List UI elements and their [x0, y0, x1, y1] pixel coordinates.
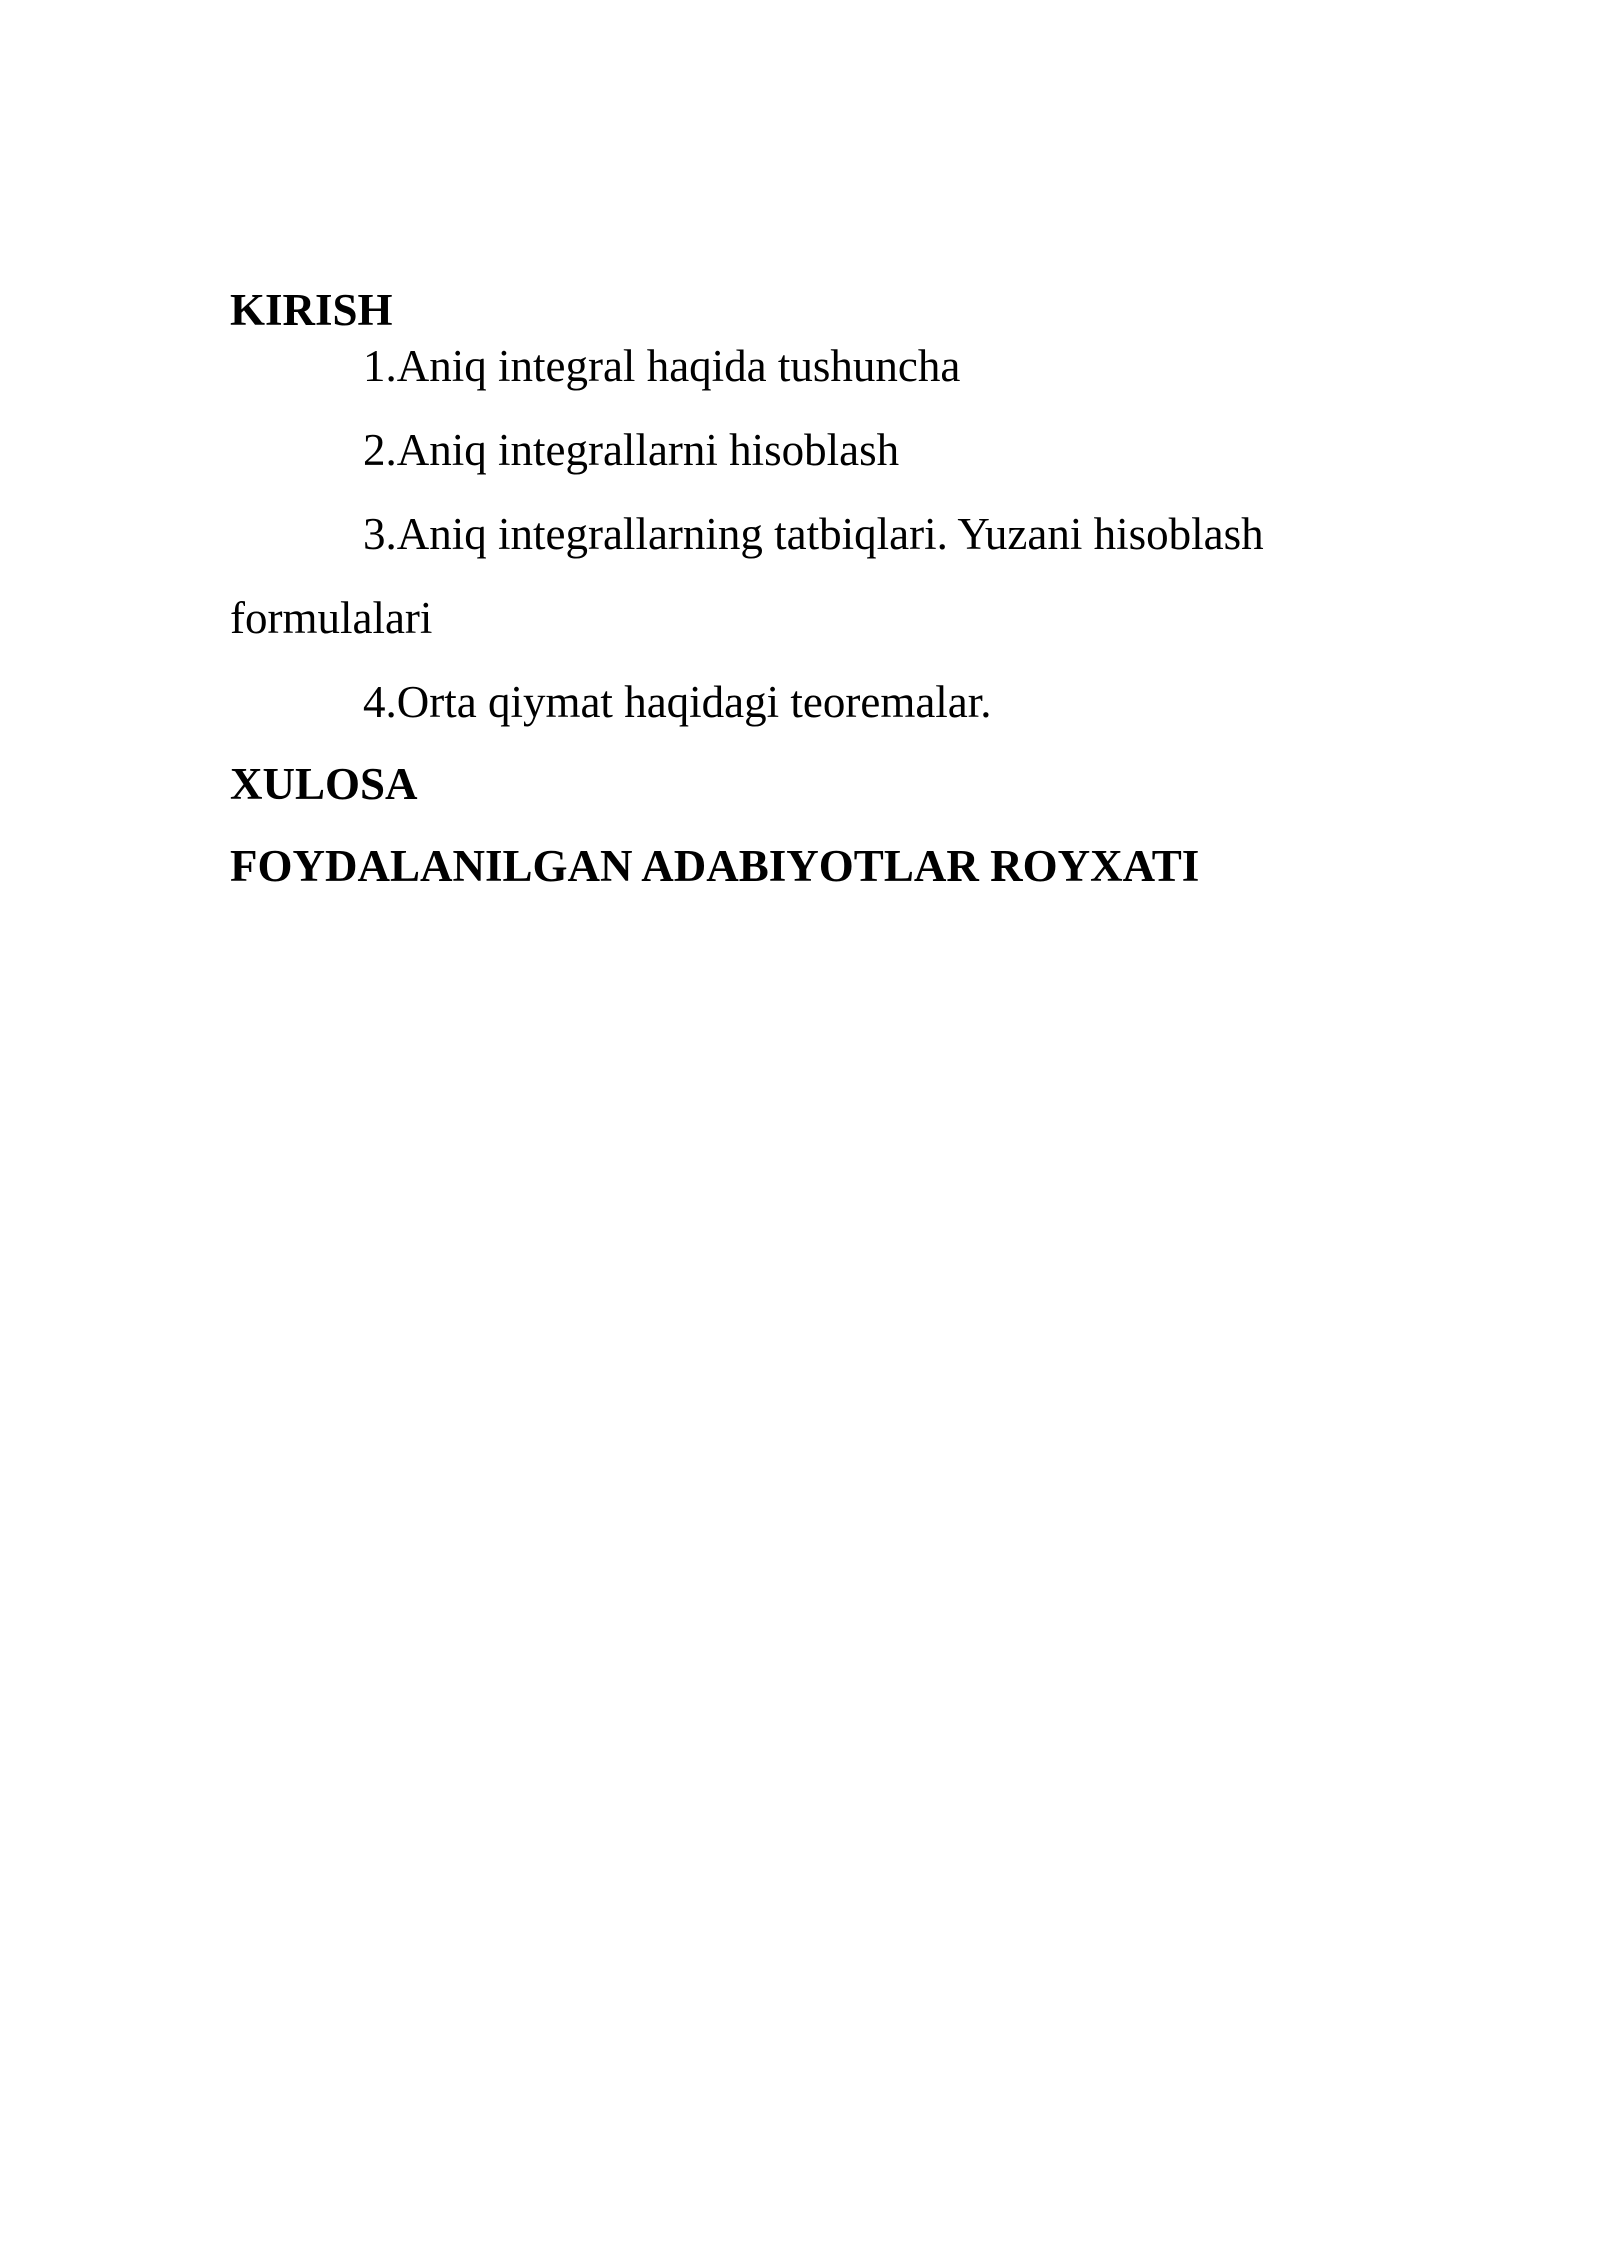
heading-xulosa: XULOSA: [230, 759, 418, 809]
toc-item-2: 2.Aniq integrallarni hisoblash: [363, 425, 900, 475]
toc-item-1: 1.Aniq integral haqida tushuncha: [363, 341, 961, 391]
heading-references: FOYDALANILGAN ADABIYOTLAR ROYXATI: [230, 841, 1200, 891]
toc-item-4: 4.Orta qiymat haqidagi teoremalar.: [363, 677, 992, 727]
toc-item-3: 3.Aniq integrallarning tatbiqlari. Yuzani hisoblash: [363, 509, 1264, 559]
table-of-contents: [230, 282, 1380, 894]
heading-kirish: KIRISH: [230, 285, 393, 335]
toc-item-3-continuation: formulalari: [230, 593, 433, 643]
